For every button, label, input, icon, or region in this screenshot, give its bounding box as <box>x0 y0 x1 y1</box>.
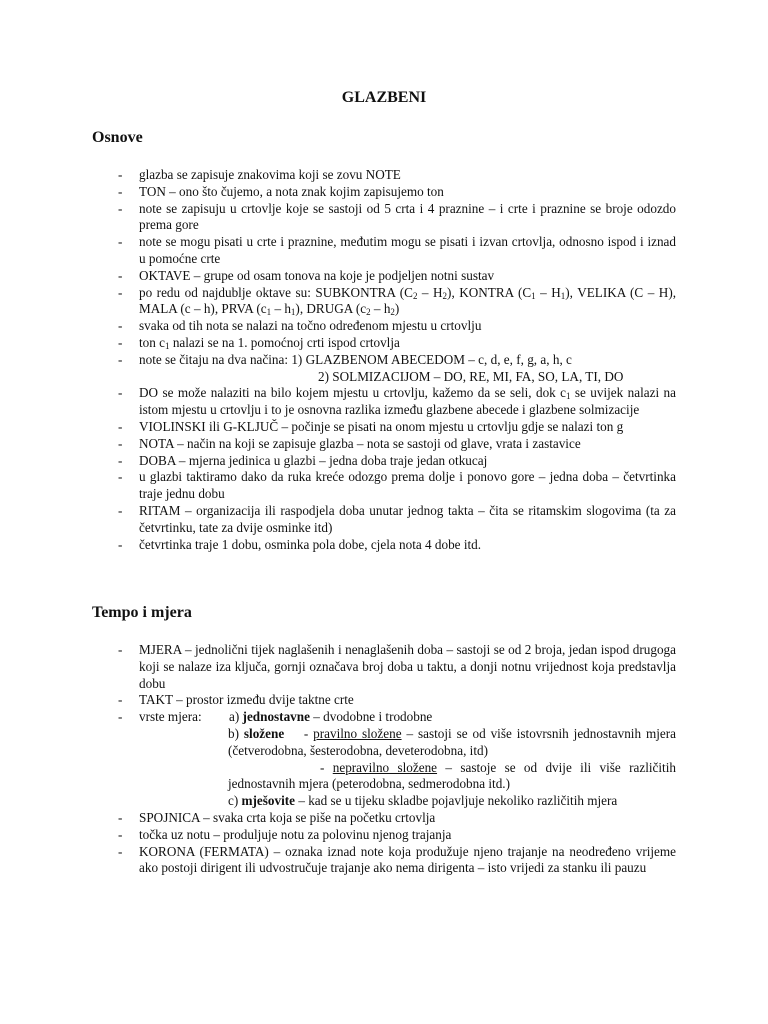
list-item-text <box>139 285 676 319</box>
text-run: se uvijek nalazi na istom mjestu u crtovlju i to je osnovna razlika između glazbene abecede i glazbene solmizacije <box>139 385 676 418</box>
list-item-text: OKTAVE – grupe od osam tonova na koje je podjeljen notni sustav <box>139 267 495 283</box>
text-run: - <box>320 759 333 775</box>
document-title: GLAZBENI <box>341 89 427 106</box>
bullet-dash: - <box>118 452 123 468</box>
list-item-text <box>139 335 676 352</box>
list-item <box>0 201 768 235</box>
subscript: 2 <box>412 290 418 301</box>
list-item <box>0 184 768 201</box>
bullet-dash: - <box>118 418 123 434</box>
text-run: – H <box>417 284 443 300</box>
subscript: 2 <box>442 290 448 301</box>
subscript: 1 <box>165 340 170 351</box>
text-run-underline: nepravilno složene <box>332 759 438 775</box>
text-run: – sastoje se od dvije ili više različitih jednostavnih mjera (peterodobna, sedmerodobna itd.) <box>228 759 676 792</box>
list-item-text: TAKT – prostor između dvije taktne crte <box>139 692 354 708</box>
bullet-dash: - <box>118 692 123 708</box>
subscript: 1 <box>290 307 296 318</box>
list-item-text: MJERA – jednolični tijek naglašenih i nenaglašenih doba – sastoji se od 2 broja, jedan ispod drugoga koji se nalaze iza ključa, gornji označava broj doba u taktu, a donji notnu vrijednost koja predstavlja dobu <box>139 642 676 691</box>
bullet-dash: - <box>118 200 123 216</box>
list-item-text: KORONA (FERMATA) – oznaka iznad note koja produžuje njeno trajanje na neodređeno vrijeme ako postoji dirigent ili udvostručuje trajanje ako nema dirigenta – isto vrijedi za stanku ili pauzu <box>139 843 676 876</box>
text-run: 1) GLAZBENOM ABECEDOM – c, d, e, f, g, a, h, c <box>291 351 572 367</box>
bullet-dash: - <box>118 809 123 825</box>
list-item-text <box>139 709 676 726</box>
subscript: 1 <box>531 290 536 301</box>
bullet-dash: - <box>118 502 123 518</box>
list-item <box>0 810 768 827</box>
bullet-dash: - <box>118 469 123 485</box>
text-run: ) <box>394 301 400 317</box>
list-item <box>0 419 768 436</box>
bullet-dash: - <box>118 167 123 182</box>
text-run: vrste mjera: <box>139 709 202 725</box>
list-item <box>0 234 768 268</box>
list-item <box>0 692 768 709</box>
list-item-reading <box>0 352 768 386</box>
text-run-bold: složene <box>243 725 285 741</box>
list-item-text: u glazbi taktiramo dako da ruka kreće odozgo prema dolje i ponovo gore – jedna doba – četvrtinka traje jednu dobu <box>139 469 676 502</box>
text-run: note se čitaju na dva načina: <box>139 351 289 367</box>
text-run: ), DRUGA (c <box>295 301 367 317</box>
list-item-text: SPOJNICA – svaka crta koja se piše na početku crtovlja <box>139 809 436 825</box>
text-run-underline: pravilno složene <box>313 725 402 741</box>
list-item <box>0 453 768 470</box>
bullet-dash: - <box>118 234 123 250</box>
list-item-text: NOTA – način na koji se zapisuje glazba – nota se sastoji od glave, vrata i zastavice <box>139 435 581 451</box>
subscript: 1 <box>566 391 571 402</box>
list-item-oktave <box>0 285 768 319</box>
bullet-dash: - <box>118 843 123 859</box>
osnove-list <box>0 167 768 553</box>
list-item <box>0 335 768 352</box>
list-item <box>0 844 768 878</box>
list-item <box>0 167 768 184</box>
list-item-text: TON – ono što čujemo, a nota znak kojim zapisujemo ton <box>139 183 444 199</box>
list-item <box>0 268 768 285</box>
list-item-vrste-mjera <box>0 709 768 810</box>
text-run: b) <box>228 725 244 741</box>
text-run: po redu od najdublje oktave su: SUBKONTRA (C <box>139 284 413 300</box>
bullet-dash: - <box>118 267 123 283</box>
list-item <box>0 385 768 419</box>
text-run-bold: mješovite <box>241 793 296 809</box>
bullet-dash: - <box>118 826 123 842</box>
list-item-text: četvrtinka traje 1 dobu, osminka pola dobe, cjela nota 4 dobe itd. <box>139 536 482 552</box>
sub-item-nepravilno <box>228 760 676 794</box>
text-run: – h <box>370 301 391 317</box>
list-item <box>0 537 768 554</box>
bullet-dash: - <box>118 284 123 300</box>
subscript: 1 <box>266 307 272 318</box>
text-run: a) <box>229 709 243 725</box>
text-run: c) <box>228 793 242 809</box>
text-run: – H <box>535 284 561 300</box>
list-item-text: note se zapisuju u crtovlje koje se sastoji od 5 crta i 4 praznine – i crte i praznine se broje odozdo prema gore <box>139 200 676 233</box>
subscript: 1 <box>560 290 566 301</box>
text-run: – dvodobne i trodobne <box>309 709 433 725</box>
list-item-text: VIOLINSKI ili G-KLJUČ – počinje se pisati na onom mjestu u crtovlju gdje se nalazi ton g <box>139 418 624 434</box>
section-heading-tempo: Tempo i mjera <box>92 604 192 621</box>
subscript: 2 <box>366 307 371 318</box>
text-run: – kad se u tijeku skladbe pojavljuje nekoliko različitih mjera <box>295 793 618 809</box>
tempo-list <box>0 642 768 877</box>
bullet-dash: - <box>118 351 123 367</box>
text-run-bold: jednostavne <box>242 709 310 725</box>
list-item-text <box>139 352 676 369</box>
list-item <box>0 642 768 692</box>
text-run: - <box>284 725 314 741</box>
bullet-dash: - <box>118 642 123 657</box>
list-item-text: glazba se zapisuje znakovima koji se zovu NOTE <box>139 167 401 182</box>
bullet-dash: - <box>118 709 123 725</box>
list-item-text-continued: 2) SOLMIZACIJOM – DO, RE, MI, FA, SO, LA, TI, DO <box>318 368 624 384</box>
list-item <box>0 503 768 537</box>
text-run: DO se može nalaziti na bilo kojem mjestu u crtovlju, kažemo da se seli, dok c <box>139 385 567 401</box>
list-item-text: note se mogu pisati u crte i praznine, međutim mogu se pisati i izvan crtovlja, odnosno ispod i iznad u pomoćne crte <box>139 234 676 266</box>
sub-item-slozene <box>228 726 676 760</box>
text-run: nalazi se na 1. pomoćnoj crti ispod crtovlja <box>169 334 400 350</box>
bullet-dash: - <box>118 536 123 552</box>
text-run: ), KONTRA (C <box>447 284 532 300</box>
section-heading-osnove: Osnove <box>92 129 143 146</box>
text-run: ), VELIKA (C – H), MALA (c – h), PRVA (c <box>139 284 677 317</box>
list-item <box>0 318 768 335</box>
list-item-text: RITAM – organizacija ili raspodjela doba unutar jednog takta – čita se ritamskim slogovima (ta za četvrtinku, tate za dvije osminke itd) <box>139 502 676 535</box>
text-run: – sastoji se od više istovrsnih jednostavnih mjera (četverodobna, šesterodobna, deveterodobna, itd) <box>228 725 676 758</box>
text-run: – h <box>271 301 291 317</box>
bullet-dash: - <box>118 334 123 350</box>
sub-item-mjesovite <box>228 793 676 810</box>
list-item <box>0 436 768 453</box>
list-item <box>0 827 768 844</box>
bullet-dash: - <box>118 385 123 401</box>
bullet-dash: - <box>118 435 123 451</box>
list-item-text: točka uz notu – produljuje notu za polovinu njenog trajanja <box>139 826 452 842</box>
bullet-dash: - <box>118 183 123 199</box>
list-item-text: svaka od tih nota se nalazi na točno određenom mjestu u crtovlju <box>139 318 482 334</box>
bullet-dash: - <box>118 318 123 334</box>
text-run: ton c <box>139 334 166 350</box>
list-item <box>0 469 768 503</box>
list-item-text <box>139 385 676 419</box>
list-item-text: DOBA – mjerna jedinica u glazbi – jedna doba traje jedan otkucaj <box>139 452 488 468</box>
subscript: 2 <box>390 307 395 318</box>
